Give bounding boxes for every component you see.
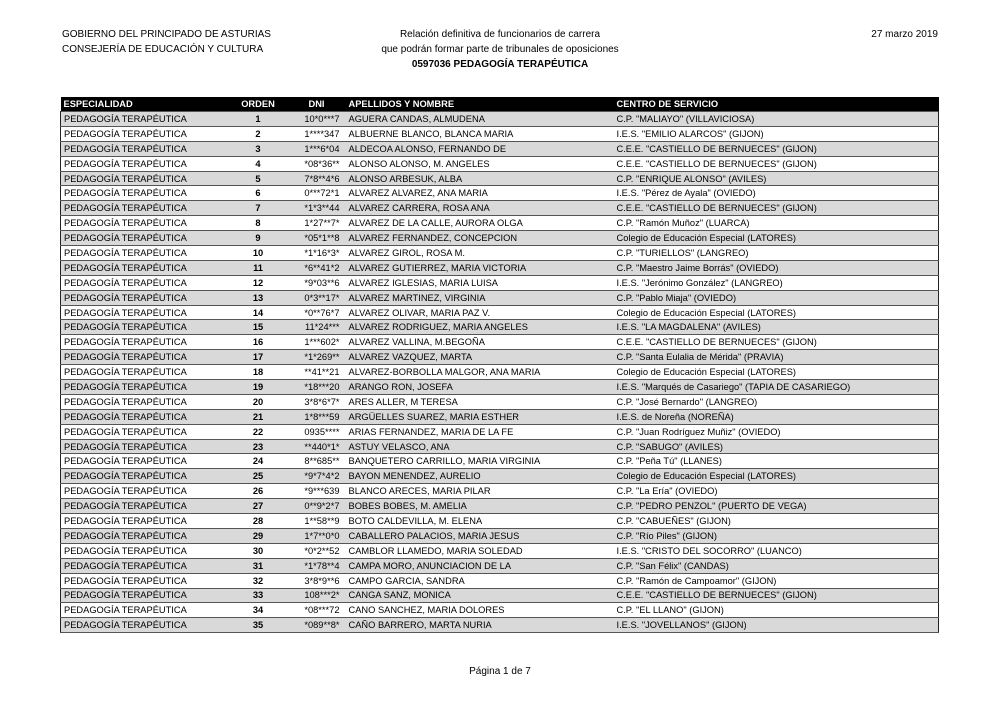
cell-orden: 28 [226,514,291,529]
document-title-block [300,27,700,72]
specialty-code-title: 0597036 PEDAGOGÍA TERAPÉUTICA [411,59,589,70]
column-header-apellidos-nombre: APELLIDOS Y NOMBRE [346,97,614,112]
cell-orden: 33 [226,588,291,603]
cell-especialidad: PEDAGOGÍA TERAPÉUTICA [61,216,226,231]
cell-dni: 1***602* [291,335,346,350]
cell-orden: 18 [226,365,291,380]
cell-apellidos-nombre: ALVAREZ VAZQUEZ, MARTA [346,350,614,365]
cell-centro-servicio: C.P. "José Bernardo" (LANGREO) [614,394,939,409]
cell-especialidad: PEDAGOGÍA TERAPÉUTICA [61,201,226,216]
cell-apellidos-nombre: ARIAS FERNANDEZ, MARIA DE LA FE [346,424,614,439]
cell-centro-servicio: I.E.S. "Pérez de Ayala" (OVIEDO) [614,186,939,201]
cell-orden: 4 [226,156,291,171]
cell-dni: 1**58**9 [291,514,346,529]
cell-especialidad: PEDAGOGÍA TERAPÉUTICA [61,454,226,469]
cell-apellidos-nombre: ALVAREZ-BORBOLLA MALGOR, ANA MARIA [346,365,614,380]
cell-centro-servicio: Colegio de Educación Especial (LATORES) [614,469,939,484]
table-row [61,112,939,127]
cell-orden: 16 [226,335,291,350]
cell-dni: *1*78**4 [291,558,346,573]
cell-apellidos-nombre: ALBUERNE BLANCO, BLANCA MARIA [346,126,614,141]
table-row [61,528,939,543]
cell-dni: 1*8***59 [291,409,346,424]
cell-apellidos-nombre: CAMBLOR LLAMEDO, MARIA SOLEDAD [346,543,614,558]
cell-apellidos-nombre: ALVAREZ DE LA CALLE, AURORA OLGA [346,216,614,231]
cell-especialidad: PEDAGOGÍA TERAPÉUTICA [61,380,226,395]
cell-dni: *1*16*3* [291,246,346,261]
cell-centro-servicio: I.E.S. "EMILIO ALARCOS" (GIJON) [614,126,939,141]
cell-apellidos-nombre: BANQUETERO CARRILLO, MARIA VIRGINIA [346,454,614,469]
cell-centro-servicio: C.E.E. "CASTIELLO DE BERNUECES" (GIJON) [614,588,939,603]
cell-dni: 0***72*1 [291,186,346,201]
cell-especialidad: PEDAGOGÍA TERAPÉUTICA [61,499,226,514]
cell-dni: **440*1* [291,439,346,454]
cell-dni: *9*7*4*2 [291,469,346,484]
cell-centro-servicio: C.P. "PEDRO PENZOL" (PUERTO DE VEGA) [614,499,939,514]
cell-orden: 32 [226,573,291,588]
cell-centro-servicio: I.E.S. "LA MAGDALENA" (AVILES) [614,320,939,335]
cell-apellidos-nombre: ALVAREZ GUTIERREZ, MARIA VICTORIA [346,260,614,275]
column-header-especialidad: ESPECIALIDAD [61,97,226,112]
cell-apellidos-nombre: ARGÜELLES SUAREZ, MARIA ESTHER [346,409,614,424]
table-row [61,350,939,365]
table-row [61,603,939,618]
cell-dni: *9***639 [291,484,346,499]
cell-apellidos-nombre: CANO SANCHEZ, MARIA DOLORES [346,603,614,618]
cell-apellidos-nombre: ALDECOA ALONSO, FERNANDO DE [346,141,614,156]
cell-especialidad: PEDAGOGÍA TERAPÉUTICA [61,260,226,275]
cell-dni: 1****347 [291,126,346,141]
cell-centro-servicio: C.P. "Ramón de Campoamor" (GIJON) [614,573,939,588]
cell-orden: 21 [226,409,291,424]
cell-orden: 8 [226,216,291,231]
cell-orden: 9 [226,231,291,246]
cell-apellidos-nombre: ALVAREZ FERNANDEZ, CONCEPCION [346,231,614,246]
cell-especialidad: PEDAGOGÍA TERAPÉUTICA [61,290,226,305]
cell-centro-servicio: I.E.S. de Noreña (NOREÑA) [614,409,939,424]
cell-dni: *18***20 [291,380,346,395]
table-row [61,186,939,201]
cell-especialidad: PEDAGOGÍA TERAPÉUTICA [61,156,226,171]
cell-apellidos-nombre: CABALLERO PALACIOS, MARIA JESUS [346,528,614,543]
cell-orden: 6 [226,186,291,201]
document-date: 27 marzo 2019 [871,29,938,40]
cell-especialidad: PEDAGOGÍA TERAPÉUTICA [61,543,226,558]
table-row [61,231,939,246]
cell-apellidos-nombre: CAMPO GARCIA, SANDRA [346,573,614,588]
cell-centro-servicio: C.P. "TURIELLOS" (LANGREO) [614,246,939,261]
cell-dni: 7*8**4*6 [291,171,346,186]
cell-apellidos-nombre: ALVAREZ ALVAREZ, ANA MARIA [346,186,614,201]
cell-orden: 17 [226,350,291,365]
cell-especialidad: PEDAGOGÍA TERAPÉUTICA [61,335,226,350]
cell-dni: 0*3**17* [291,290,346,305]
cell-centro-servicio: Colegio de Educación Especial (LATORES) [614,231,939,246]
cell-centro-servicio: C.E.E. "CASTIELLO DE BERNUECES" (GIJON) [614,201,939,216]
cell-apellidos-nombre: CANGA SANZ, MONICA [346,588,614,603]
cell-especialidad: PEDAGOGÍA TERAPÉUTICA [61,126,226,141]
cell-especialidad: PEDAGOGÍA TERAPÉUTICA [61,573,226,588]
cell-apellidos-nombre: ALVAREZ MARTINEZ, VIRGINIA [346,290,614,305]
cell-apellidos-nombre: ARES ALLER, M TERESA [346,394,614,409]
cell-dni: 0**9*2*7 [291,499,346,514]
cell-centro-servicio: C.P. "Juan Rodríguez Muñiz" (OVIEDO) [614,424,939,439]
cell-especialidad: PEDAGOGÍA TERAPÉUTICA [61,558,226,573]
cell-orden: 27 [226,499,291,514]
cell-especialidad: PEDAGOGÍA TERAPÉUTICA [61,171,226,186]
cell-apellidos-nombre: BAYON MENENDEZ, AURELIO [346,469,614,484]
cell-dni: *08*36** [291,156,346,171]
cell-dni: *089**8* [291,618,346,633]
cell-centro-servicio: I.E.S. "CRISTO DEL SOCORRO" (LUANCO) [614,543,939,558]
table-row [61,409,939,424]
cell-dni: *05*1**8 [291,231,346,246]
cell-apellidos-nombre: CAMPA MORO, ANUNCIACION DE LA [346,558,614,573]
cell-apellidos-nombre: ALVAREZ OLIVAR, MARIA PAZ V. [346,305,614,320]
cell-especialidad: PEDAGOGÍA TERAPÉUTICA [61,514,226,529]
cell-apellidos-nombre: BOBES BOBES, M. AMELIA [346,499,614,514]
cell-orden: 2 [226,126,291,141]
cell-orden: 20 [226,394,291,409]
cell-dni: *08***72 [291,603,346,618]
cell-especialidad: PEDAGOGÍA TERAPÉUTICA [61,603,226,618]
cell-centro-servicio: I.E.S. "JOVELLANOS" (GIJON) [614,618,939,633]
cell-orden: 5 [226,171,291,186]
cell-orden: 31 [226,558,291,573]
issuer-department: CONSEJERÍA DE EDUCACIÓN Y CULTURA [62,44,264,55]
issuer-government: GOBIERNO DEL PRINCIPADO DE ASTURIAS [62,29,271,40]
column-header-dni: DNI [291,97,346,112]
cell-centro-servicio: C.P. "SABUGO" (AVILES) [614,439,939,454]
cell-dni: *1*269** [291,350,346,365]
table-row [61,573,939,588]
column-header-centro-servicio: CENTRO DE SERVICIO [614,97,939,112]
table-row [61,216,939,231]
cell-dni: *0*2**52 [291,543,346,558]
cell-apellidos-nombre: ALVAREZ CARRERA, ROSA ANA [346,201,614,216]
cell-dni: *9*03**6 [291,275,346,290]
table-row [61,439,939,454]
cell-orden: 7 [226,201,291,216]
cell-apellidos-nombre: ALVAREZ IGLESIAS, MARIA LUISA [346,275,614,290]
cell-orden: 23 [226,439,291,454]
cell-especialidad: PEDAGOGÍA TERAPÉUTICA [61,424,226,439]
cell-dni: 11*24*** [291,320,346,335]
document-title-line1: Relación definitiva de funcionarios de carrera [399,29,601,40]
table-row [61,558,939,573]
cell-dni: 3*8*6*7* [291,394,346,409]
cell-dni: 0935**** [291,424,346,439]
table-row [61,469,939,484]
cell-centro-servicio: C.P. "Maestro Jaime Borrás" (OVIEDO) [614,260,939,275]
cell-dni: 3*8*9**6 [291,573,346,588]
cell-orden: 29 [226,528,291,543]
cell-dni: 10*0***7 [291,112,346,127]
cell-centro-servicio: C.P. "Pablo Miaja" (OVIEDO) [614,290,939,305]
issuer-block [62,27,271,57]
cell-centro-servicio: C.P. "La Ería" (OVIEDO) [614,484,939,499]
table-row [61,543,939,558]
cell-dni: **41**21 [291,365,346,380]
cell-dni: 108***2* [291,588,346,603]
table-row [61,305,939,320]
cell-especialidad: PEDAGOGÍA TERAPÉUTICA [61,439,226,454]
cell-dni: 8**685** [291,454,346,469]
cell-centro-servicio: C.E.E. "CASTIELLO DE BERNUECES" (GIJON) [614,141,939,156]
table-row [61,171,939,186]
cell-especialidad: PEDAGOGÍA TERAPÉUTICA [61,141,226,156]
cell-orden: 11 [226,260,291,275]
cell-dni: 1*27**7* [291,216,346,231]
cell-especialidad: PEDAGOGÍA TERAPÉUTICA [61,186,226,201]
cell-orden: 22 [226,424,291,439]
table-body [61,112,939,633]
cell-orden: 26 [226,484,291,499]
cell-apellidos-nombre: BOTO CALDEVILLA, M. ELENA [346,514,614,529]
cell-especialidad: PEDAGOGÍA TERAPÉUTICA [61,588,226,603]
cell-centro-servicio: Colegio de Educación Especial (LATORES) [614,365,939,380]
table-row [61,380,939,395]
cell-especialidad: PEDAGOGÍA TERAPÉUTICA [61,246,226,261]
cell-apellidos-nombre: BLANCO ARECES, MARIA PILAR [346,484,614,499]
cell-dni: *0**76*7 [291,305,346,320]
cell-dni: *1*3**44 [291,201,346,216]
table-row [61,201,939,216]
table-row [61,514,939,529]
cell-especialidad: PEDAGOGÍA TERAPÉUTICA [61,350,226,365]
table-row [61,246,939,261]
cell-centro-servicio: C.P. "Santa Eulalia de Mérida" (PRAVIA) [614,350,939,365]
cell-especialidad: PEDAGOGÍA TERAPÉUTICA [61,320,226,335]
table-row [61,394,939,409]
cell-especialidad: PEDAGOGÍA TERAPÉUTICA [61,231,226,246]
cell-centro-servicio: C.E.E. "CASTIELLO DE BERNUECES" (GIJON) [614,156,939,171]
cell-centro-servicio: C.P. "EL LLANO" (GIJON) [614,603,939,618]
cell-especialidad: PEDAGOGÍA TERAPÉUTICA [61,618,226,633]
cell-orden: 3 [226,141,291,156]
cell-apellidos-nombre: ALONSO ARBESUK, ALBA [346,171,614,186]
cell-dni: *6**41*2 [291,260,346,275]
cell-especialidad: PEDAGOGÍA TERAPÉUTICA [61,394,226,409]
page-number: Página 1 de 7 [469,666,531,677]
cell-centro-servicio: C.P. "CABUEÑES" (GIJON) [614,514,939,529]
cell-especialidad: PEDAGOGÍA TERAPÉUTICA [61,409,226,424]
cell-especialidad: PEDAGOGÍA TERAPÉUTICA [61,305,226,320]
cell-orden: 1 [226,112,291,127]
cell-orden: 15 [226,320,291,335]
table-row [61,335,939,350]
cell-especialidad: PEDAGOGÍA TERAPÉUTICA [61,365,226,380]
table-row [61,260,939,275]
cell-especialidad: PEDAGOGÍA TERAPÉUTICA [61,275,226,290]
table-row [61,618,939,633]
table-row [61,499,939,514]
cell-apellidos-nombre: ALVAREZ RODRIGUEZ, MARIA ANGELES [346,320,614,335]
cell-orden: 25 [226,469,291,484]
table-row [61,365,939,380]
cell-orden: 35 [226,618,291,633]
cell-dni: 1*7**0*0 [291,528,346,543]
cell-apellidos-nombre: ALVAREZ GIROL, ROSA M. [346,246,614,261]
cell-centro-servicio: Colegio de Educación Especial (LATORES) [614,305,939,320]
cell-centro-servicio: I.E.S. "Jerónimo González" (LANGREO) [614,275,939,290]
table-row [61,156,939,171]
cell-orden: 19 [226,380,291,395]
table-row [61,126,939,141]
cell-dni: 1***6*04 [291,141,346,156]
table-row [61,290,939,305]
cell-orden: 13 [226,290,291,305]
cell-apellidos-nombre: AGUERA CANDAS, ALMUDENA [346,112,614,127]
table-row [61,141,939,156]
cell-apellidos-nombre: CAÑO BARRERO, MARTA NURIA [346,618,614,633]
cell-especialidad: PEDAGOGÍA TERAPÉUTICA [61,528,226,543]
column-header-orden: ORDEN [226,97,291,112]
table-row [61,424,939,439]
table-header-row [61,97,939,112]
document-title-line2: que podrán formar parte de tribunales de oposiciones [381,44,619,55]
cell-apellidos-nombre: ASTUY VELASCO, ANA [346,439,614,454]
table-row [61,454,939,469]
cell-apellidos-nombre: ALVAREZ VALLINA, M.BEGOÑA [346,335,614,350]
table-row [61,275,939,290]
cell-orden: 34 [226,603,291,618]
table-row [61,320,939,335]
table-row [61,484,939,499]
cell-especialidad: PEDAGOGÍA TERAPÉUTICA [61,484,226,499]
cell-orden: 30 [226,543,291,558]
cell-orden: 12 [226,275,291,290]
cell-especialidad: PEDAGOGÍA TERAPÉUTICA [61,469,226,484]
cell-centro-servicio: C.P. "ENRIQUE ALONSO" (AVILES) [614,171,939,186]
cell-centro-servicio: C.P. "MALIAYO" (VILLAVICIOSA) [614,112,939,127]
cell-centro-servicio: C.E.E. "CASTIELLO DE BERNUECES" (GIJON) [614,335,939,350]
cell-centro-servicio: C.P. "Ramón Muñoz" (LUARCA) [614,216,939,231]
cell-orden: 24 [226,454,291,469]
cell-orden: 14 [226,305,291,320]
cell-centro-servicio: C.P. "Río Piles" (GIJON) [614,528,939,543]
cell-orden: 10 [226,246,291,261]
cell-centro-servicio: C.P. "Peña Tú" (LLANES) [614,454,939,469]
cell-centro-servicio: I.E.S. "Marqués de Casariego" (TAPIA DE CASARIEGO) [614,380,939,395]
cell-especialidad: PEDAGOGÍA TERAPÉUTICA [61,112,226,127]
officials-table [60,97,939,633]
cell-apellidos-nombre: ALONSO ALONSO, M. ANGELES [346,156,614,171]
cell-apellidos-nombre: ARANGO RON, JOSEFA [346,380,614,395]
table-row [61,588,939,603]
cell-centro-servicio: C.P. "San Félix" (CANDAS) [614,558,939,573]
